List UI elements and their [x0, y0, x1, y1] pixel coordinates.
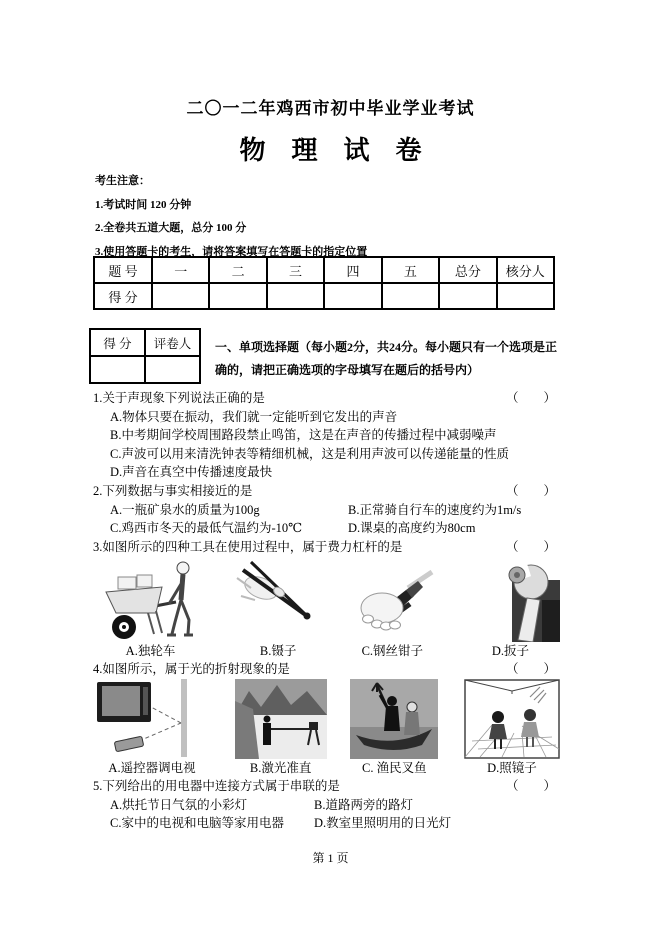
tv-remote-illustration [93, 679, 211, 759]
score-cell-empty [209, 283, 266, 309]
question-1-option-d: D.声音在真空中传播速度最快 [110, 465, 273, 480]
figure-wire-pliers [348, 556, 436, 660]
question-3-stem [93, 538, 562, 557]
candidate-notice [95, 170, 367, 264]
page-number: 第 1 页 [312, 851, 349, 865]
score-table-header-cell: 四 [324, 257, 381, 283]
question-2-option-a: A.一瓶矿泉水的质量为100g [110, 502, 260, 517]
score-table-header-cell: 题 号 [94, 257, 152, 283]
question-2-option-c: C.鸡西市冬天的最低气温约为-10℃ [110, 521, 303, 536]
laser-alignment-illustration [235, 679, 327, 759]
notice-item-3: 3.使用答题卡的考生，请将答案填写在答题卡的指定位置 [95, 245, 368, 258]
figure-fisherman-spear [350, 679, 438, 777]
grader-box-grader-label: 评卷人 [145, 329, 200, 356]
question-5-text: 5.下列给出的用电器中连接方式属于串联的是 [93, 778, 340, 793]
question-4-answer-bracket: （ ） [505, 662, 556, 677]
figure-tv-remote [93, 679, 211, 777]
question-5-option-b: B.道路两旁的路灯 [314, 797, 413, 812]
question-2-stem [93, 482, 562, 501]
wire-pliers-illustration [348, 556, 436, 642]
score-cell-empty [497, 283, 554, 309]
score-table-header-cell: 二 [209, 257, 266, 283]
question-1-text: 1.关于声现象下列说法正确的是 [93, 391, 265, 405]
figure-caption: D.扳子 [491, 644, 530, 659]
question-2-option-b: B.正常骑自行车的速度约为1m/s [348, 502, 522, 517]
figure-laser-alignment [235, 679, 327, 777]
tweezers-illustration [231, 556, 326, 642]
question-5-option-d: D.教室里照明用的日光灯 [314, 816, 452, 831]
grader-box-score-label: 得 分 [90, 329, 145, 356]
score-table-header-cell: 核分人 [497, 257, 554, 283]
question-5-answer-bracket: （ ） [505, 778, 556, 793]
question-4-stem [93, 660, 562, 679]
figure-caption: B.镊子 [259, 644, 297, 659]
score-summary-table [93, 256, 555, 310]
score-table-header-row [94, 257, 554, 283]
question-3-answer-bracket: （ ） [505, 539, 556, 554]
score-table-header-cell: 总分 [439, 257, 496, 283]
grader-box-empty-cell [90, 356, 145, 383]
question-2-options [93, 501, 562, 538]
figure-caption: A.独轮车 [125, 644, 176, 659]
question-2-answer-bracket: （ ） [505, 483, 556, 498]
figure-caption: D.照镜子 [487, 760, 537, 775]
score-table-header-cell: 三 [267, 257, 324, 283]
question-list [93, 389, 562, 833]
question-2-text: 2.下列数据与事实相接近的是 [93, 483, 253, 498]
question-5-option-a: A.烘托节日气氛的小彩灯 [110, 797, 248, 812]
figure-caption: B.激光准直 [249, 760, 312, 775]
grader-box-empty-cell [145, 356, 200, 383]
score-cell-empty [152, 283, 209, 309]
exam-title: 二〇一二年鸡西市初中毕业学业考试 [186, 99, 475, 118]
figure-caption: C. 渔民叉鱼 [362, 760, 427, 775]
question-4-figures [93, 679, 562, 777]
score-cell-empty [382, 283, 439, 309]
question-5-option-c: C.家中的电视和电脑等家用电器 [110, 816, 284, 831]
score-cell-empty [267, 283, 324, 309]
question-1-option-c: C.声波可以用来清洗钟表等精细机械，这是利用声波可以传递能量的性质 [110, 446, 509, 461]
score-cell-empty [324, 283, 381, 309]
question-5-stem [93, 777, 562, 796]
grader-score-box [89, 328, 201, 384]
question-5-options [93, 796, 562, 833]
question-3-figures [93, 556, 562, 660]
score-row-label: 得 分 [94, 283, 152, 309]
figure-mirror [462, 679, 562, 777]
fisherman-spear-illustration [350, 679, 438, 759]
score-table-header-cell: 一 [152, 257, 209, 283]
figure-wrench [459, 556, 562, 660]
subject-title: 物 理 试 卷 [239, 136, 422, 165]
question-1-answer-bracket: （ ） [505, 391, 556, 405]
notice-heading: 考生注意： [95, 175, 150, 187]
wheelbarrow-illustration [96, 556, 206, 642]
score-table-score-row [94, 283, 554, 309]
section-one-heading: 一、单项选择题（每小题2分，共24分。每小题只有一个选项是正确的，请把正确选项的字母填写在题后的括号内） [215, 340, 558, 377]
question-1-option-a: A.物体只要在振动，我们就一定能听到它发出的声音 [110, 409, 398, 424]
question-3-text: 3.如图所示的四种工具在使用过程中，属于费力杠杆的是 [93, 539, 403, 554]
figure-wheelbarrow [93, 556, 208, 660]
score-table-header-cell: 五 [382, 257, 439, 283]
mirror-illustration [464, 679, 560, 759]
wrench-illustration [460, 556, 560, 642]
notice-item-2: 2.全卷共五道大题，总分 100 分 [95, 222, 247, 235]
figure-caption: C.钢丝钳子 [361, 644, 424, 659]
score-cell-empty [439, 283, 496, 309]
question-1-option-b: B.中考期间学校周围路段禁止鸣笛，这是在声音的传播过程中减弱噪声 [110, 428, 497, 443]
question-2-option-d: D.课桌的高度约为80cm [348, 521, 476, 536]
question-4-text: 4.如图所示，属于光的折射现象的是 [93, 662, 290, 677]
figure-tweezers [231, 556, 326, 660]
question-1-stem [93, 389, 562, 408]
notice-item-1: 1.考试时间 120 分钟 [95, 198, 192, 211]
figure-caption: A.遥控器调电视 [108, 760, 196, 775]
